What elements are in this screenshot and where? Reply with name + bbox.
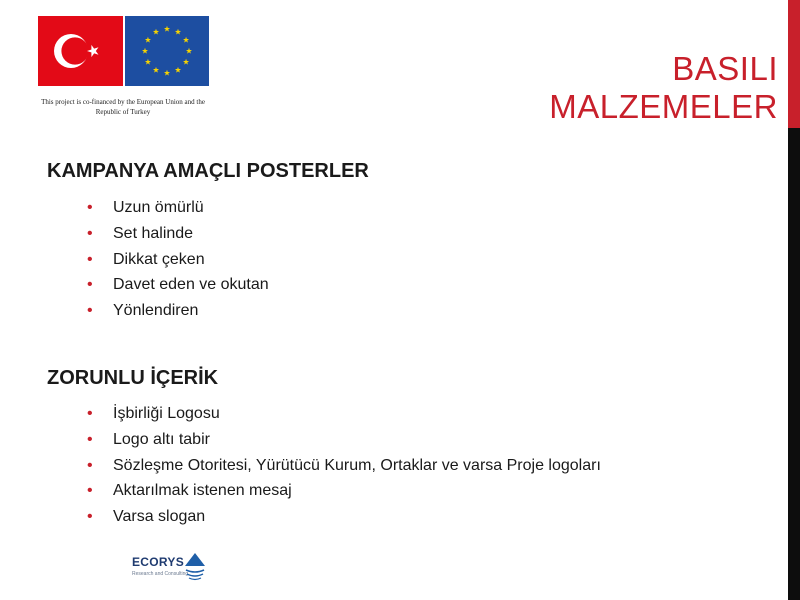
list-item-text: Dikkat çeken <box>113 250 205 268</box>
eu-flag-icon <box>125 16 209 86</box>
list-item <box>87 456 601 482</box>
title-line-2: MALZEMELER <box>549 88 778 125</box>
list-item <box>87 301 269 327</box>
list-item-text: İşbirliği Logosu <box>113 405 220 422</box>
list-item-text: Varsa slogan <box>113 508 206 526</box>
bullet-dot-icon: • <box>87 276 93 294</box>
ecorys-tagline: Research and Consulting <box>132 571 189 577</box>
ecorys-logo <box>132 552 212 582</box>
edge-accent-black <box>788 128 800 600</box>
list-item <box>87 198 269 224</box>
bullet-dot-icon: • <box>87 250 93 268</box>
list-item-text: Set halinde <box>113 224 194 242</box>
bullet-dot-icon: • <box>87 482 93 500</box>
bullet-dot-icon: • <box>87 199 93 216</box>
list-item-text: Uzun ömürlü <box>113 199 204 216</box>
list-item <box>87 430 601 456</box>
cofinance-caption: This project is co-financed by the European Union and the Republic of Turkey <box>41 98 205 116</box>
posters-list <box>87 198 269 327</box>
list-item-text: Davet eden ve okutan <box>113 276 269 294</box>
bullet-dot-icon: • <box>87 405 93 422</box>
section-heading-posters: KAMPANYA AMAÇLI POSTERLER <box>47 160 369 182</box>
title-line-1: BASILI <box>672 50 778 87</box>
bullet-dot-icon: • <box>87 302 93 320</box>
list-item-text: Aktarılmak istenen mesaj <box>113 482 292 500</box>
bullet-dot-icon: • <box>87 456 93 474</box>
list-item-text: Sözleşme Otoritesi, Yürütücü Kurum, Ortaklar ve varsa Proje logoları <box>113 456 601 474</box>
list-item <box>87 250 269 276</box>
required-content-list <box>87 404 601 533</box>
page-title <box>458 50 778 126</box>
list-item <box>87 224 269 250</box>
edge-accent-red <box>788 0 800 128</box>
bullet-dot-icon: • <box>87 430 93 448</box>
section-heading-required-content: ZORUNLU İÇERİK <box>47 367 219 389</box>
list-item-text: Logo altı tabir <box>113 430 210 448</box>
ecorys-wordmark: ECORYS <box>132 555 185 569</box>
list-item <box>87 507 601 533</box>
list-item <box>87 404 601 430</box>
list-item <box>87 275 269 301</box>
list-item <box>87 481 601 507</box>
bullet-dot-icon: • <box>87 508 93 526</box>
list-item-text: Yönlendiren <box>113 302 199 320</box>
ecorys-logo-icon <box>184 552 206 582</box>
turkish-flag-icon <box>38 16 123 86</box>
bullet-dot-icon: • <box>87 224 93 242</box>
